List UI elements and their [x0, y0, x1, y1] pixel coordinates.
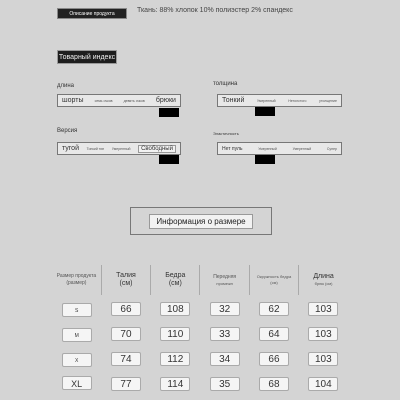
version-mid-2: Умеренный — [111, 146, 131, 151]
length-title: длина — [57, 83, 75, 89]
thickness-left: Тонкий — [222, 97, 245, 104]
table-row — [52, 371, 348, 396]
front-rise-cell: 35 — [210, 377, 240, 391]
thigh-cell: 62 — [259, 302, 289, 316]
header-front-rise-main: Передняя — [213, 273, 237, 280]
length-selected-marker — [159, 108, 179, 117]
length-mid-2: девять очков — [123, 98, 145, 103]
header-size — [52, 265, 101, 295]
thickness-mid-1: Умеренный — [256, 98, 276, 103]
header-length-main: Длина — [313, 273, 334, 280]
table-row — [52, 320, 348, 345]
elasticity-selected-marker — [255, 155, 275, 164]
thigh-cell: 64 — [259, 327, 289, 341]
length-scale — [57, 94, 181, 107]
waist-cell: 66 — [111, 302, 141, 316]
thigh-cell: 66 — [259, 352, 289, 366]
header-size-sub: (размер) — [66, 280, 87, 286]
header-waist-sub: (см) — [119, 280, 133, 287]
length-cell: 103 — [308, 302, 338, 316]
elasticity-left: Нет пуль — [222, 145, 243, 152]
waist-cell: 70 — [111, 327, 141, 341]
length-left: шорты — [62, 97, 84, 104]
header-thigh-main: Окружность бедра — [256, 274, 292, 279]
version-left: тугой — [62, 145, 79, 152]
version-title: Версия — [57, 128, 78, 134]
length-mid-1: семь очков — [94, 98, 113, 103]
version-right: Свободный — [138, 145, 176, 153]
thickness-mid-2: Нетолстого — [288, 98, 307, 103]
length-cell: 103 — [308, 352, 338, 366]
table-row — [52, 295, 348, 320]
header-hips — [151, 265, 200, 295]
size-cell: XL — [62, 376, 92, 390]
size-cell: M — [62, 328, 92, 342]
fabric-composition: Ткань: 88% хлопок 10% полиэстер 2% спандекс — [137, 7, 293, 14]
version-mid-1: Тонкий тип — [86, 146, 105, 151]
table-row — [52, 346, 348, 371]
size-info-label: Информация о размере — [149, 214, 252, 229]
hips-cell: 110 — [160, 327, 190, 341]
version-selected-marker — [159, 155, 179, 164]
version-scale — [57, 142, 181, 155]
header-front-rise — [200, 265, 249, 295]
front-rise-cell: 34 — [210, 352, 240, 366]
length-cell: 103 — [308, 327, 338, 341]
elasticity-mid-1: Умеренный — [258, 146, 277, 151]
waist-cell: 77 — [111, 377, 141, 391]
length-right: брюки — [155, 97, 176, 104]
front-rise-cell: 32 — [210, 302, 240, 316]
elasticity-right: Супер — [326, 146, 337, 151]
elasticity-title: Эластичность — [213, 131, 239, 136]
thickness-selected-marker — [255, 107, 275, 116]
product-description-label: Описание продукта — [57, 8, 127, 19]
header-length-sub: брюк (см) — [314, 281, 333, 286]
header-front-rise-sub: промежн — [216, 280, 233, 286]
header-thigh-sub: (см) — [270, 280, 278, 285]
thickness-right: утолщение — [319, 98, 337, 103]
size-info-box — [130, 207, 272, 235]
header-hips-sub: (см) — [168, 280, 182, 287]
front-rise-cell: 33 — [210, 327, 240, 341]
product-index-label: Товарный индекс — [57, 50, 117, 64]
thickness-title: толщина — [213, 81, 238, 87]
elasticity-mid-2: Умеренный — [292, 146, 312, 151]
header-thigh — [249, 265, 298, 295]
header-size-main: Размер продукта — [56, 273, 97, 279]
hips-cell: 112 — [160, 352, 190, 366]
header-waist — [101, 265, 150, 295]
header-length — [299, 265, 348, 295]
header-hips-main: Бедра — [165, 272, 186, 279]
size-table-header — [52, 265, 348, 295]
waist-cell: 74 — [111, 352, 141, 366]
thickness-scale — [217, 94, 342, 107]
hips-cell: 114 — [160, 377, 190, 391]
hips-cell: 108 — [160, 302, 190, 316]
size-cell: S — [62, 303, 92, 317]
thigh-cell: 68 — [259, 377, 289, 391]
elasticity-scale — [217, 142, 342, 155]
size-cell: X — [62, 353, 92, 367]
size-table — [52, 265, 348, 396]
length-cell: 104 — [308, 377, 338, 391]
header-waist-main: Талия — [116, 272, 136, 279]
